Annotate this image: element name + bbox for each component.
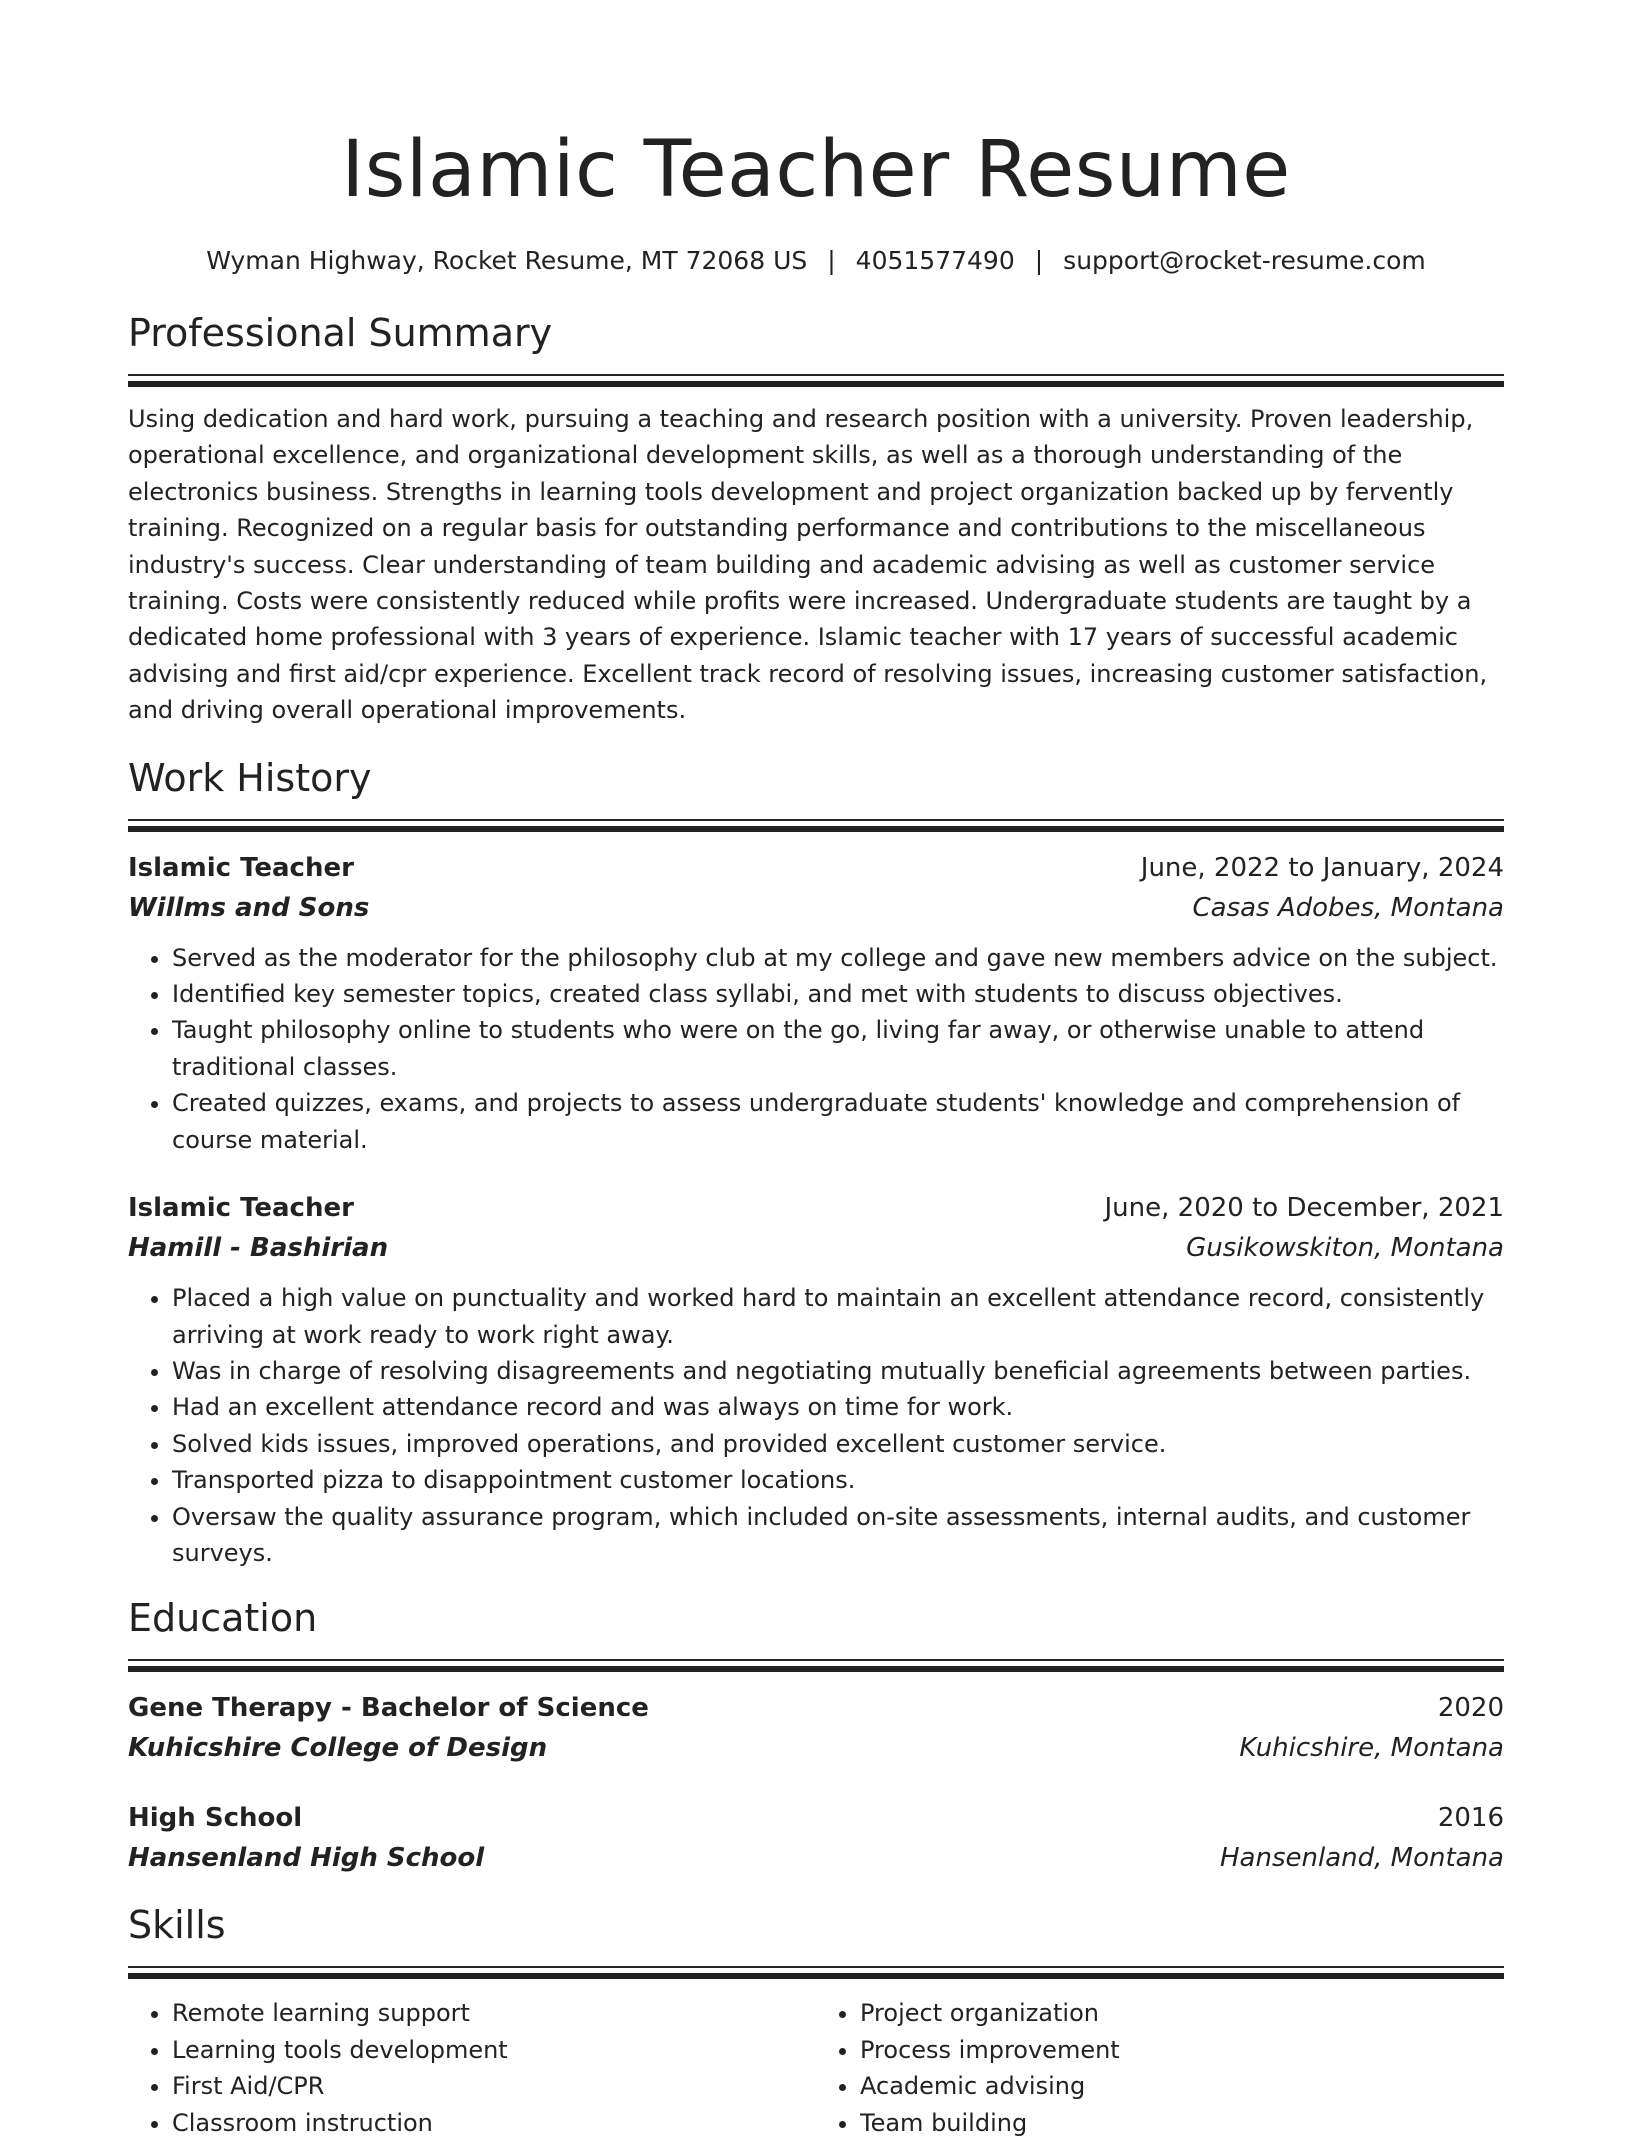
school-location: Kuhicshire, Montana [1239, 1733, 1504, 1764]
skill-item: • First Aid/CPR [172, 2068, 816, 2104]
skill-item: • Academic advising [860, 2068, 1504, 2104]
job-bullet: • Created quizzes, exams, and projects to assess undergraduate students' knowledge and comprehension of course material. [172, 1085, 1504, 1158]
job-bullet: • Taught philosophy online to students who were on the go, living far away, or otherwise unable to attend traditional classes. [172, 1012, 1504, 1085]
section-divider [128, 819, 1504, 832]
skill-item: • Learning tools development [172, 2032, 816, 2068]
contact-separator: | [827, 246, 836, 275]
school-name: Kuhicshire College of Design [128, 1733, 548, 1764]
skills-list-right [816, 1995, 1504, 2141]
graduation-year: 2016 [1437, 1803, 1504, 1834]
section-title-education: Education [128, 1596, 318, 1641]
job-company: Willms and Sons [128, 892, 370, 923]
skills-list-left [128, 1995, 816, 2141]
section-divider [128, 1966, 1504, 1979]
job-dates: June, 2022 to January, 2024 [1140, 852, 1504, 883]
skill-item: • Project organization [860, 1995, 1504, 2031]
address-text: Wyman Highway, Rocket Resume, MT 72068 US [206, 246, 808, 275]
job-bullet: • Placed a high value on punctuality and worked hard to maintain an excellent attendance record, consistently arriving at work ready to work right away. [172, 1280, 1504, 1353]
job-bullet: • Served as the moderator for the philosophy club at my college and gave new members advice on the subject. [172, 940, 1504, 976]
summary-text: Using dedication and hard work, pursuing a teaching and research position with a university. Proven leadership, operational excellence, and organizational development skills, as well as a thorough understanding of the electronics business. Strengths in learning tools development and project organization backed up by fervently training. Recognized on a regular basis for outstanding performance and contributions to the miscellaneous industry's success. Clear understanding of team building and academic advising as well as customer service training. Costs were consistently reduced while profits were increased. Undergraduate students are taught by a dedicated home professional with 3 years of experience. Islamic teacher with 17 years of successful academic advising and first aid/cpr experience. Excellent track record of resolving issues, increasing customer satisfaction, and driving overall operational improvements. [128, 405, 1488, 725]
job-bullet: • Was in charge of resolving disagreements and negotiating mutually beneficial agreements between parties. [172, 1353, 1504, 1389]
degree-name: Gene Therapy - Bachelor of Science [128, 1693, 649, 1724]
job-entry [128, 848, 1504, 1158]
graduation-year: 2020 [1437, 1693, 1504, 1724]
job-location: Gusikowskiton, Montana [1186, 1233, 1504, 1264]
summary-section [128, 308, 1504, 729]
education-entry [128, 1688, 1504, 1768]
education-entry [128, 1798, 1504, 1878]
section-title-work: Work History [128, 755, 372, 800]
skills-section [128, 1900, 1504, 2141]
skill-item: • Team building [860, 2105, 1504, 2141]
work-history-section [128, 753, 1504, 1572]
contact-separator: | [1034, 246, 1044, 275]
skill-item: • Classroom instruction [172, 2105, 816, 2141]
contact-line [128, 244, 1504, 278]
job-title: Islamic Teacher [128, 852, 354, 883]
education-section [128, 1593, 1504, 1878]
job-bullet: • Oversaw the quality assurance program, which included on-site assessments, internal audits, and customer surveys. [172, 1499, 1504, 1572]
job-dates: June, 2020 to December, 2021 [1104, 1193, 1504, 1224]
job-bullet: • Transported pizza to disappointment customer locations. [172, 1462, 1504, 1498]
email-text: support@rocket-resume.com [1063, 246, 1426, 275]
job-bullets [128, 1280, 1504, 1571]
job-bullet: • Identified key semester topics, created class syllabi, and met with students to discuss objectives. [172, 976, 1504, 1012]
job-bullets [128, 940, 1504, 1158]
job-bullet: • Had an excellent attendance record and was always on time for work. [172, 1389, 1504, 1425]
phone-text: 4051577490 [855, 246, 1015, 275]
skills-columns [128, 1995, 1504, 2141]
section-title-summary: Professional Summary [128, 311, 553, 355]
job-bullet: • Solved kids issues, improved operations, and provided excellent customer service. [172, 1426, 1504, 1462]
school-name: Hansenland High School [128, 1843, 485, 1874]
degree-name: High School [128, 1803, 303, 1834]
job-entry [128, 1188, 1504, 1571]
skill-item: • Remote learning support [172, 1995, 816, 2031]
section-divider [128, 1659, 1504, 1672]
job-title: Islamic Teacher [128, 1193, 354, 1224]
section-title-skills: Skills [128, 1903, 226, 1948]
school-location: Hansenland, Montana [1219, 1843, 1504, 1874]
job-location: Casas Adobes, Montana [1192, 892, 1504, 923]
job-company: Hamill - Bashirian [128, 1233, 389, 1264]
resume-title: Islamic Teacher Resume [341, 125, 1291, 215]
skill-item: • Process improvement [860, 2032, 1504, 2068]
section-divider [128, 374, 1504, 387]
